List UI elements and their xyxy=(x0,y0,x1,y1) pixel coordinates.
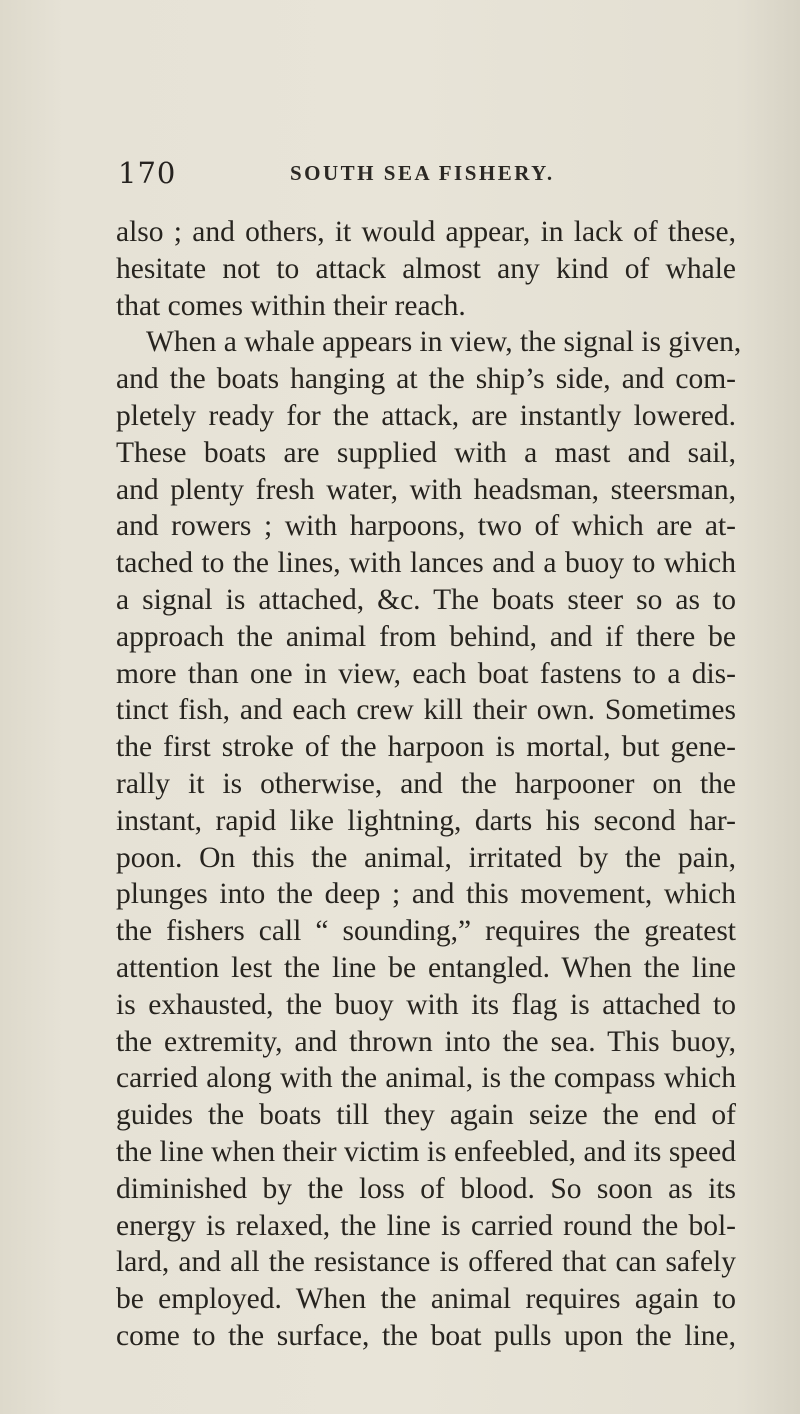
text-line: guides the boats till they again seize the end of xyxy=(116,1099,736,1132)
text-line: come to the surface, the boat pulls upon the line, xyxy=(116,1319,736,1352)
body-text xyxy=(116,214,742,1355)
running-title: SOUTH SEA FISHERY. xyxy=(290,161,555,185)
text-line: carried along with the animal, is the compass which xyxy=(116,1062,736,1095)
text-line: and rowers ; with harpoons, two of which are at- xyxy=(116,510,736,543)
text-line: instant, rapid like lightning, darts his second har- xyxy=(116,804,736,837)
text-line: pletely ready for the attack, are instantly lowered. xyxy=(116,399,736,432)
page-number: 170 xyxy=(118,156,177,190)
text-line: hesitate not to attack almost any kind of whale xyxy=(116,252,736,285)
text-line: These boats are supplied with a mast and sail, xyxy=(116,436,736,469)
text-line: poon. On this the animal, irritated by the pain, xyxy=(116,841,736,874)
text-line: attention lest the line be entangled. When the line xyxy=(116,951,736,984)
text-line: and plenty fresh water, with headsman, steersman, xyxy=(116,473,736,506)
text-line: a signal is attached, &c. The boats steer so as to xyxy=(116,583,736,616)
text-line: that comes within their reach. xyxy=(116,289,466,322)
text-line: also ; and others, it would appear, in lack of these, xyxy=(116,216,736,248)
text-line: diminished by the loss of blood. So soon as its xyxy=(116,1172,736,1205)
text-line: tached to the lines, with lances and a buoy to which xyxy=(116,547,736,580)
text-line: the first stroke of the harpoon is mortal, but gene- xyxy=(116,731,736,764)
text-line: more than one in view, each boat fastens to a dis- xyxy=(116,657,736,690)
text-line: be employed. When the animal requires again to xyxy=(116,1283,736,1316)
running-head xyxy=(118,156,738,196)
text-line: the fishers call “ sounding,” requires the greatest xyxy=(116,915,736,948)
text-line: the extremity, and thrown into the sea. This buoy, xyxy=(116,1025,736,1058)
text-line: energy is relaxed, the line is carried round the bol- xyxy=(116,1209,736,1242)
text-line: and the boats hanging at the ship’s side, and com- xyxy=(116,363,736,396)
text-line: approach the animal from behind, and if there be xyxy=(116,620,736,653)
text-line: tinct fish, and each crew kill their own. Sometimes xyxy=(116,694,736,727)
text-line: rally it is otherwise, and the harpooner on the xyxy=(116,767,736,800)
text-line: the line when their victim is enfeebled, and its speed xyxy=(116,1135,736,1168)
text-line: lard, and all the resistance is offered that can safely xyxy=(116,1246,736,1279)
text-line: plunges into the deep ; and this movement, which xyxy=(116,878,736,911)
text-line: is exhausted, the buoy with its flag is attached to xyxy=(116,988,736,1021)
text-line: When a whale appears in view, the signal is given, xyxy=(146,326,742,359)
